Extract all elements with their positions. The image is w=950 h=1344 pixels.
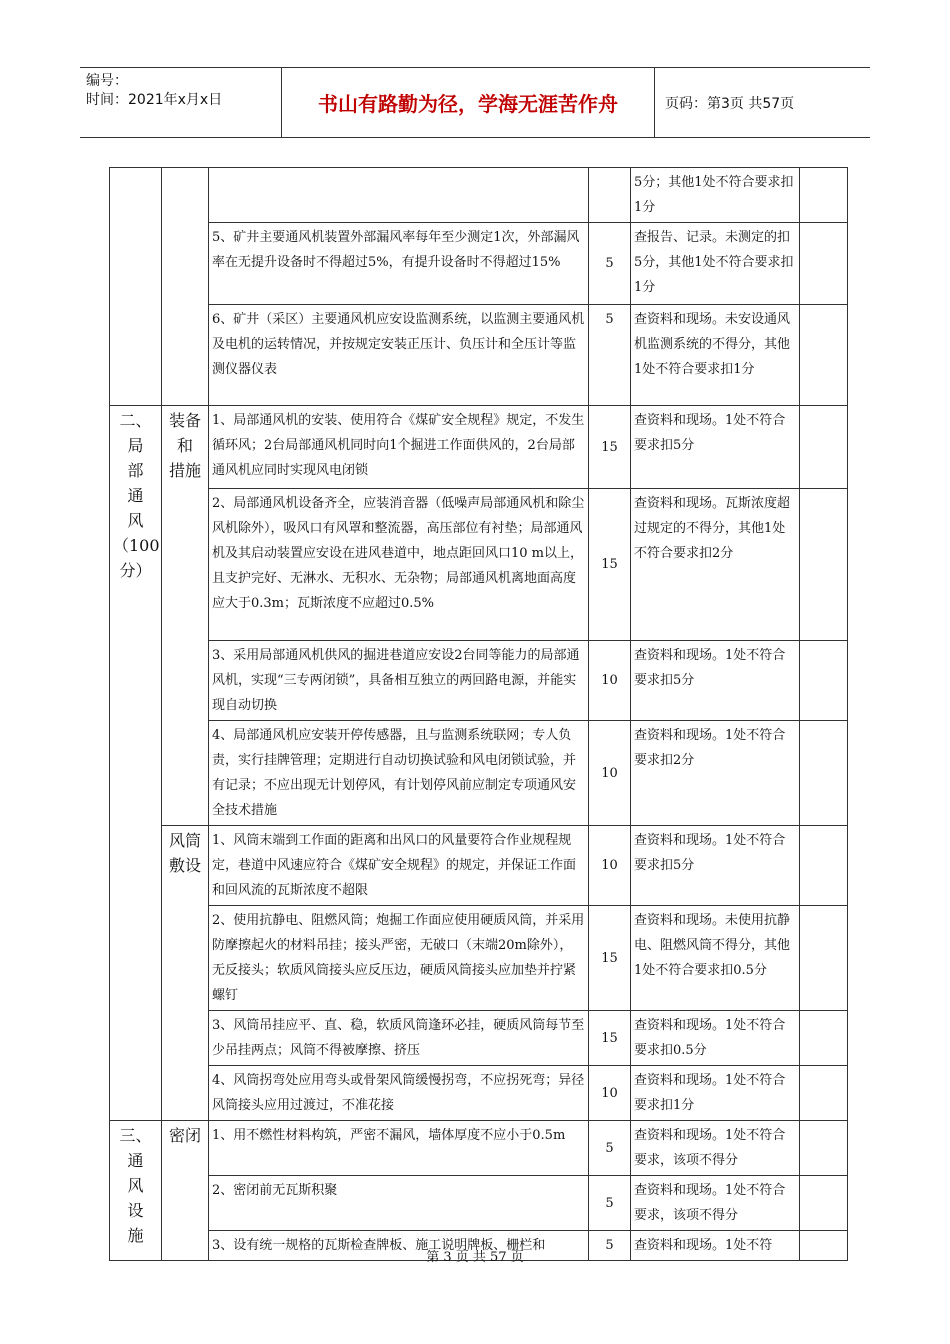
section-ventilation-facilities: 三、 通 风 设 施 [110, 1121, 162, 1261]
content-cell: 3、风筒吊挂应平、直、稳，软质风筒逢环必挂，硬质风筒每节至少吊挂两点；风筒不得被摩擦、挤压 [209, 1011, 589, 1066]
subsection-seal: 密闭 [162, 1121, 209, 1261]
table-row [110, 489, 848, 641]
table-row [110, 906, 848, 1011]
table-row [110, 223, 848, 305]
method-cell: 查资料和现场。1处不符合要求扣5分 [631, 826, 800, 906]
table-row [110, 305, 848, 406]
score-cell: 10 [589, 826, 631, 906]
table-row [110, 168, 848, 223]
content-cell: 2、局部通风机设备齐全，应装消音器（低噪声局部通风机和除尘风机除外），吸风口有风罩和整流器，高压部位有衬垫；局部通风机及其启动装置应安设在进风巷道中，地点距回风口10 m以上，且支护完好、无淋水、无积水、无杂物；局部通风机离地面高度应大于0.3m；瓦斯浓度不应超过0.5% [209, 489, 589, 641]
remark-cell [800, 489, 848, 641]
method-cell: 查资料和现场。未安设通风机监测系统的不得分，其他1处不符合要求扣1分 [631, 305, 800, 406]
score-cell: 10 [589, 721, 631, 826]
header-slogan: 书山有路勤为径，学海无涯苦作舟 [282, 68, 655, 137]
remark-cell [800, 1121, 848, 1176]
content-cell: 3、设有统一规格的瓦斯检查牌板、施工说明牌板、栅栏和 [209, 1231, 589, 1261]
method-cell: 查资料和现场。1处不符合要求扣5分 [631, 406, 800, 489]
content-cell: 2、密闭前无瓦斯积聚 [209, 1176, 589, 1231]
table-row [110, 1176, 848, 1231]
content-cell: 1、用不燃性材料构筑，严密不漏风，墙体厚度不应小于0.5m [209, 1121, 589, 1176]
score-cell: 10 [589, 641, 631, 721]
table-row [110, 641, 848, 721]
table-row [110, 1011, 848, 1066]
method-cell: 查资料和现场。1处不符合要求，该项不得分 [631, 1176, 800, 1231]
content-cell: 6、矿井（采区）主要通风机应安设监测系统，以监测主要通风机及电机的运转情况，并按规定安装正压计、负压计和全压计等监测仪器仪表 [209, 305, 589, 406]
remark-cell [800, 1176, 848, 1231]
content-cell: 1、局部通风机的安装、使用符合《煤矿安全规程》规定，不发生循环风；2台局部通风机同时向1个掘进工作面供风的，2台局部通风机应同时实现风电闭锁 [209, 406, 589, 489]
subsection-equipment: 装备 和 措施 [162, 406, 209, 826]
score-cell: 5 [589, 1121, 631, 1176]
score-cell: 5 [589, 1231, 631, 1261]
inspection-table [109, 167, 848, 1261]
table-row [110, 1066, 848, 1121]
table-row [110, 406, 848, 489]
remark-cell [800, 223, 848, 305]
remark-cell [800, 826, 848, 906]
method-cell: 查资料和现场。1处不符合要求扣0.5分 [631, 1011, 800, 1066]
table-row [110, 1121, 848, 1176]
score-cell: 15 [589, 1011, 631, 1066]
remark-cell [800, 406, 848, 489]
remark-cell [800, 1011, 848, 1066]
remark-cell [800, 641, 848, 721]
score-cell: 15 [589, 406, 631, 489]
section-local-ventilation: 二、 局 部 通 风 （100 分） [110, 406, 162, 1121]
content-cell: 1、风筒末端到工作面的距离和出风口的风量要符合作业规程规定，巷道中风速应符合《煤矿安全规程》的规定，并保证工作面和回风流的瓦斯浓度不超限 [209, 826, 589, 906]
score-cell: 5 [589, 1176, 631, 1231]
date-label: 时间：2021年x月x日 [86, 92, 223, 108]
method-cell: 查资料和现场。1处不符合要求，该项不得分 [631, 1121, 800, 1176]
content-cell: 4、局部通风机应安装开停传感器，且与监测系统联网；专人负责，实行挂牌管理；定期进行自动切换试验和风电闭锁试验，并有记录；不应出现无计划停风，有计划停风前应制定专项通风安全技术措施 [209, 721, 589, 826]
score-cell: 5 [589, 305, 631, 406]
subsection-cell-cont [162, 168, 209, 406]
method-cell: 查资料和现场。1处不符 [631, 1231, 800, 1261]
table-row [110, 826, 848, 906]
remark-cell [800, 1066, 848, 1121]
score-cell: 5 [589, 223, 631, 305]
page-footer: 第 3 页 共 57 页 [426, 1250, 524, 1265]
content-cell: 5、矿井主要通风机装置外部漏风率每年至少测定1次，外部漏风率在无提升设备时不得超过5%，有提升设备时不得超过15% [209, 223, 589, 305]
method-cell: 查资料和现场。1处不符合要求扣5分 [631, 641, 800, 721]
method-cell: 查资料和现场。1处不符合要求扣2分 [631, 721, 800, 826]
method-cell: 查资料和现场。瓦斯浓度超过规定的不得分，其他1处不符合要求扣2分 [631, 489, 800, 641]
remark-cell [800, 906, 848, 1011]
score-cell: 10 [589, 1066, 631, 1121]
score-cell: 15 [589, 489, 631, 641]
code-label: 编号： [86, 73, 128, 89]
remark-cell [800, 721, 848, 826]
header-page-number: 页码：第3页 共57页 [665, 95, 795, 112]
table-row [110, 721, 848, 826]
method-cell: 查报告、记录。未测定的扣5分，其他1处不符合要求扣1分 [631, 223, 800, 305]
section-cell-cont [110, 168, 162, 406]
page-header [80, 67, 870, 138]
content-cell: 4、风筒拐弯处应用弯头或骨架风筒缓慢拐弯，不应拐死弯；异径风筒接头应用过渡过，不准花接 [209, 1066, 589, 1121]
content-cell: 2、使用抗静电、阻燃风筒；炮掘工作面应使用硬质风筒，并采用防摩擦起火的材料吊挂；接头严密，无破口（末端20m除外），无反接头；软质风筒接头应反压边，硬质风筒接头应加垫并拧紧螺钉 [209, 906, 589, 1011]
remark-cell [800, 305, 848, 406]
score-cell [589, 168, 631, 223]
content-cell: 3、采用局部通风机供风的掘进巷道应安设2台同等能力的局部通风机，实现“三专两闭锁”，具备相互独立的两回路电源，并能实现自动切换 [209, 641, 589, 721]
method-cell: 查资料和现场。1处不符合要求扣1分 [631, 1066, 800, 1121]
score-cell: 15 [589, 906, 631, 1011]
remark-cell [800, 168, 848, 223]
method-cell: 查资料和现场。未使用抗静电、阻燃风筒不得分，其他1处不符合要求扣0.5分 [631, 906, 800, 1011]
header-meta [80, 68, 282, 137]
content-cell [209, 168, 589, 223]
method-cell: 5分；其他1处不符合要求扣1分 [631, 168, 800, 223]
subsection-duct-laying: 风筒 敷设 [162, 826, 209, 1121]
